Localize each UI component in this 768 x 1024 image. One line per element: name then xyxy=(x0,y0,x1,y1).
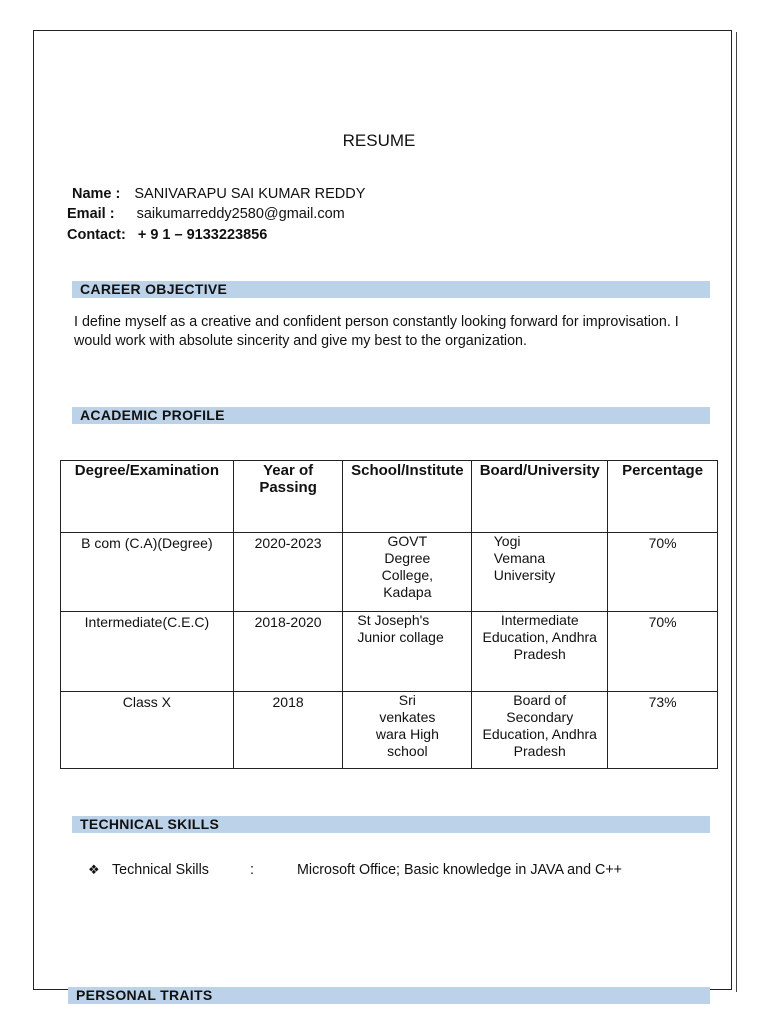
table-cell: 2018 xyxy=(233,692,343,769)
table-cell: GOVT Degree College, Kadapa xyxy=(343,533,472,612)
email-line xyxy=(67,206,345,222)
name-value: SANIVARAPU SAI KUMAR REDDY xyxy=(134,186,366,202)
table-cell: St Joseph's Junior collage xyxy=(343,612,472,692)
table-cell: 70% xyxy=(608,612,718,692)
section-title: TECHNICAL SKILLS xyxy=(80,816,220,832)
table-header: School/Institute xyxy=(343,461,472,533)
table-cell: Class X xyxy=(61,692,234,769)
section-title: PERSONAL TRAITS xyxy=(76,987,213,1003)
contact-line xyxy=(67,227,267,243)
section-academic-profile xyxy=(72,407,710,424)
table-header: Year of Passing xyxy=(233,461,343,533)
contact-value: + 9 1 – 9133223856 xyxy=(137,227,268,243)
table-cell: 2018-2020 xyxy=(233,612,343,692)
skill-label: Technical Skills xyxy=(112,862,209,878)
table-row xyxy=(61,612,718,692)
section-career-objective xyxy=(72,281,710,298)
skill-value: Microsoft Office; Basic knowledge in JAVA and C++ xyxy=(297,862,623,878)
email-value: saikumarreddy2580@gmail.com xyxy=(136,206,345,222)
objective-text: I define myself as a creative and confident person constantly looking forward for improvisation. I would work with absolute sincerity and give my best to the organization. xyxy=(74,314,679,349)
table-header-row xyxy=(61,461,718,533)
table-cell: B com (C.A)(Degree) xyxy=(61,533,234,612)
resume-title: RESUME xyxy=(342,131,416,150)
contact-label: Contact: xyxy=(67,227,126,243)
section-technical-skills xyxy=(72,816,710,833)
table-header: Degree/Examination xyxy=(61,461,234,533)
skill-separator: : xyxy=(250,862,254,878)
academic-table xyxy=(60,460,718,769)
table-cell: Yogi Vemana University xyxy=(472,533,608,612)
section-title: CAREER OBJECTIVE xyxy=(80,281,228,297)
table-cell: 73% xyxy=(608,692,718,769)
section-title: ACADEMIC PROFILE xyxy=(80,407,225,423)
table-cell: Intermediate(C.E.C) xyxy=(61,612,234,692)
email-label: Email : xyxy=(67,206,115,222)
table-header: Board/University xyxy=(472,461,608,533)
page-border-shadow xyxy=(736,32,737,992)
diamond-bullet-icon: ❖ xyxy=(88,862,100,877)
table-row xyxy=(61,533,718,612)
section-personal-traits xyxy=(68,987,710,1004)
table-header: Percentage xyxy=(608,461,718,533)
name-line xyxy=(72,186,365,202)
table-cell: 70% xyxy=(608,533,718,612)
table-cell: Board of Secondary Education, Andhra Pradesh xyxy=(472,692,608,769)
table-row xyxy=(61,692,718,769)
table-cell: 2020-2023 xyxy=(233,533,343,612)
table-cell: Sri venkates wara High school xyxy=(343,692,472,769)
table-cell: Intermediate Education, Andhra Pradesh xyxy=(472,612,608,692)
name-label: Name : xyxy=(72,186,121,202)
